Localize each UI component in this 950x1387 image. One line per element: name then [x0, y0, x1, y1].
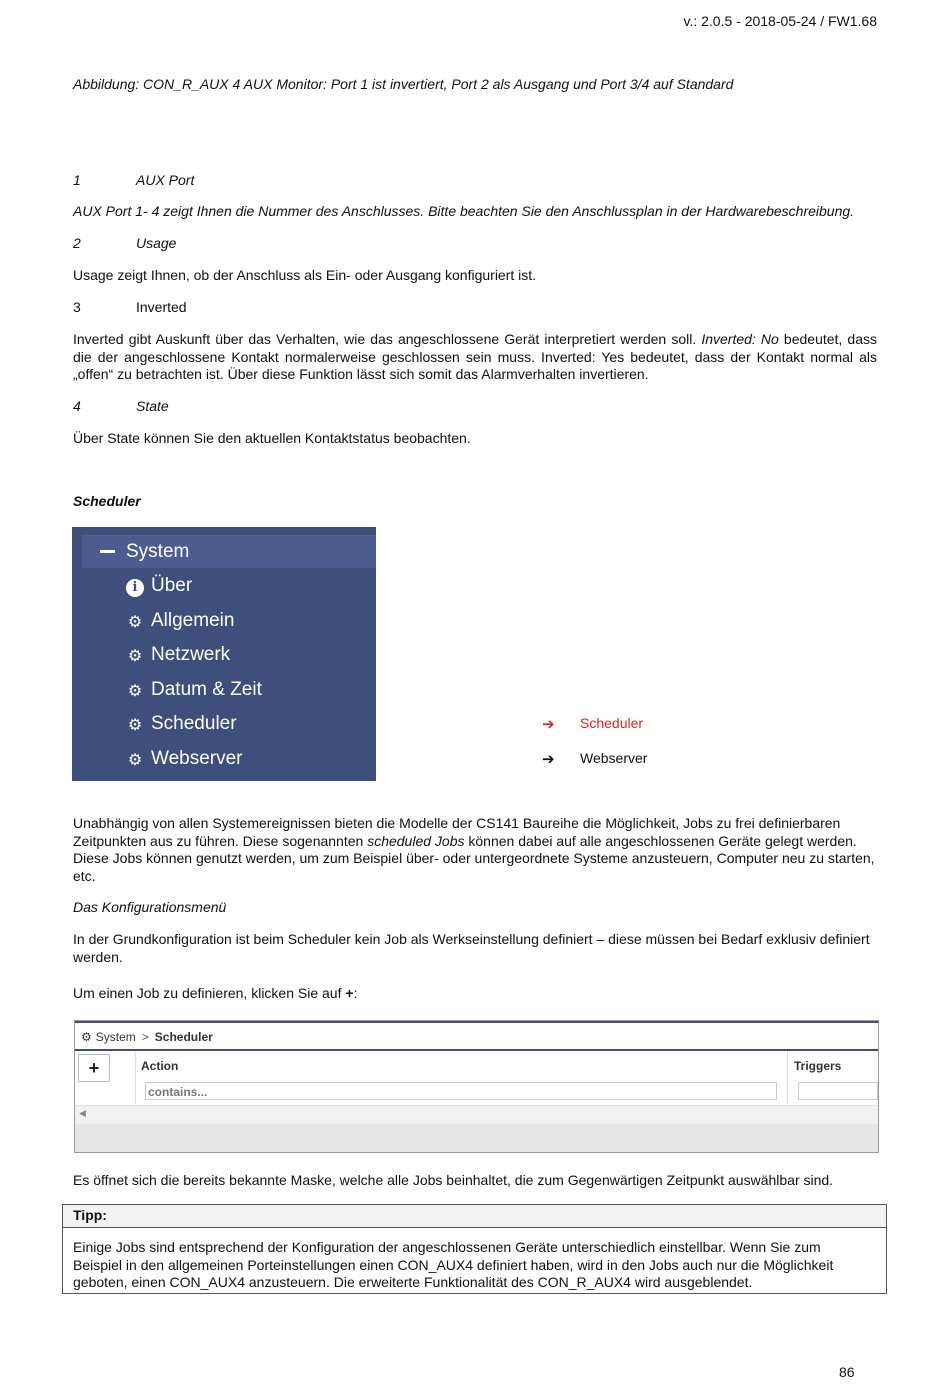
sidebar-system-header[interactable]	[82, 535, 376, 568]
section-number-1: 1	[73, 172, 81, 188]
header-divider	[75, 1049, 878, 1051]
section-number-2: 2	[73, 235, 81, 251]
gear-icon: ⚙	[127, 648, 143, 665]
table-footer	[75, 1124, 878, 1152]
section-number-4: 4	[73, 398, 81, 414]
figure-caption: Abbildung: CON_R_AUX 4 AUX Monitor: Port 1 ist invertiert, Port 2 als Ausgang und Port 3/4 auf Standard	[73, 76, 734, 92]
breadcrumb-root[interactable]: System	[95, 1030, 136, 1044]
action-filter-input[interactable]: contains...	[145, 1082, 777, 1100]
gear-icon: ⚙	[127, 683, 143, 700]
sidebar-menu-screenshot	[72, 527, 376, 781]
section-title-1: AUX Port	[136, 172, 195, 188]
scheduler-heading: Scheduler	[73, 493, 141, 509]
page-number: 86	[839, 1364, 855, 1380]
gear-icon: ⚙	[127, 614, 143, 631]
version-header: v.: 2.0.5 - 2018-05-24 / FW1.68	[683, 13, 877, 29]
section-text-3a: Inverted gibt Auskunft über das Verhalten, wie das angeschlossene Gerät interpretiert werden soll.	[73, 331, 702, 347]
intro-text-a: Unabhängig von allen Systemereignissen bieten die Modelle der CS141 Baureihe die Möglichkeit, Jobs zu frei definierbaren Zeitpunkten aus zu führen. Diese sogenannten	[73, 815, 841, 849]
arrow-label-webserver: Webserver	[580, 750, 648, 766]
section-title-3: Inverted	[136, 299, 187, 315]
arrow-right-icon: ➔	[542, 751, 555, 768]
arrow-right-icon: ➔	[542, 716, 555, 733]
breadcrumb-current: Scheduler	[154, 1030, 213, 1044]
konfig-heading: Das Konfigurationsmenü	[73, 899, 227, 915]
intro-text-c: können dabei auf alle angeschlossenen Geräte gelegt werden. Diese Jobs können genutzt werden, um zum Beispiel über- oder untergeordnete Systeme anzusteuern, Computer neu zu starten, etc.	[73, 832, 875, 884]
triggers-filter-input[interactable]	[798, 1082, 878, 1100]
section-title-2: Usage	[136, 235, 177, 251]
define-text-c: :	[353, 985, 358, 1001]
scroll-left-icon[interactable]: ◀	[79, 1108, 86, 1118]
minus-icon	[100, 550, 115, 553]
intro-text-b: scheduled Jobs	[367, 832, 465, 849]
gear-icon: ⚙	[127, 717, 143, 734]
sidebar-item-label: Allgemein	[151, 610, 235, 631]
tip-box	[62, 1204, 887, 1294]
breadcrumb-separator: >	[141, 1030, 149, 1044]
grundkonfig-paragraph: In der Grundkonfiguration ist beim Scheduler kein Job als Werkseinstellung definiert – diese müssen bei Bedarf exklusiv definiert werden.	[73, 931, 870, 965]
sidebar-item-label: Webserver	[151, 748, 243, 769]
tip-text: Einige Jobs sind entsprechend der Konfiguration der angeschlossenen Geräte unterschiedlich einstellbar. Wenn Sie zum Beispiel in den allgemeinen Porteinstellungen einen CON_AUX4 definiert haben, wird in den Jobs auch nur die Möglichkeit geboten, einen CON_AUX4 anzusteuern. Die erweiterte Funktionalität des CON_R_AUX4 wird ausgeblendet.	[73, 1239, 834, 1290]
intro-paragraph	[73, 815, 877, 885]
gear-icon: ⚙	[127, 752, 143, 769]
horizontal-scrollbar[interactable]	[75, 1105, 878, 1125]
tip-title: Tipp:	[73, 1207, 107, 1223]
column-header-triggers[interactable]: Triggers	[794, 1059, 842, 1073]
define-job-paragraph	[73, 985, 877, 1003]
gear-icon: ⚙	[81, 1030, 92, 1044]
top-border	[75, 1021, 878, 1023]
sidebar-item-label: Datum & Zeit	[151, 679, 262, 700]
column-divider	[135, 1051, 136, 1104]
scheduler-screenshot	[74, 1020, 879, 1153]
sidebar-header-label: System	[126, 541, 190, 562]
column-divider	[787, 1051, 788, 1104]
section-title-4: State	[136, 398, 169, 414]
section-text-3b: Inverted: No	[701, 331, 779, 347]
breadcrumb	[81, 1030, 213, 1044]
define-text-a: Um einen Job zu definieren, klicken Sie auf	[73, 985, 346, 1001]
sidebar-item-label: Netzwerk	[151, 644, 231, 665]
plus-icon: +	[345, 985, 354, 1001]
section-number-3: 3	[73, 299, 81, 315]
sidebar-item-label: Scheduler	[151, 713, 237, 734]
section-text-1: AUX Port 1- 4 zeigt Ihnen die Nummer des Anschlusses. Bitte beachten Sie den Anschlussplan in der Hardwarebeschreibung.	[73, 203, 855, 219]
column-header-action[interactable]: Action	[141, 1059, 179, 1073]
add-job-button[interactable]: +	[78, 1054, 110, 1082]
section-text-2: Usage zeigt Ihnen, ob der Anschluss als Ein- oder Ausgang konfiguriert ist.	[73, 267, 537, 283]
info-icon: i	[126, 579, 144, 597]
section-text-4: Über State können Sie den aktuellen Kontaktstatus beobachten.	[73, 430, 471, 446]
arrow-label-scheduler: Scheduler	[580, 715, 644, 731]
maske-paragraph: Es öffnet sich die bereits bekannte Maske, welche alle Jobs beinhaltet, die zum Gegenwärtigen Zeitpunkt auswählbar sind.	[73, 1172, 834, 1188]
tip-header	[63, 1205, 886, 1228]
sidebar-item-label: Über	[151, 575, 193, 596]
section-text-3	[73, 331, 877, 384]
section-text-3c: bedeutet, dass die der angeschlossene Kontakt normalerweise geschlossen sein muss. Inverted: Yes bedeutet, dass der Kontakt normal als „offen“ zu betrachten ist. Über diese Funktion lässt sich somit das Alarmverhalten invertieren.	[73, 331, 877, 382]
